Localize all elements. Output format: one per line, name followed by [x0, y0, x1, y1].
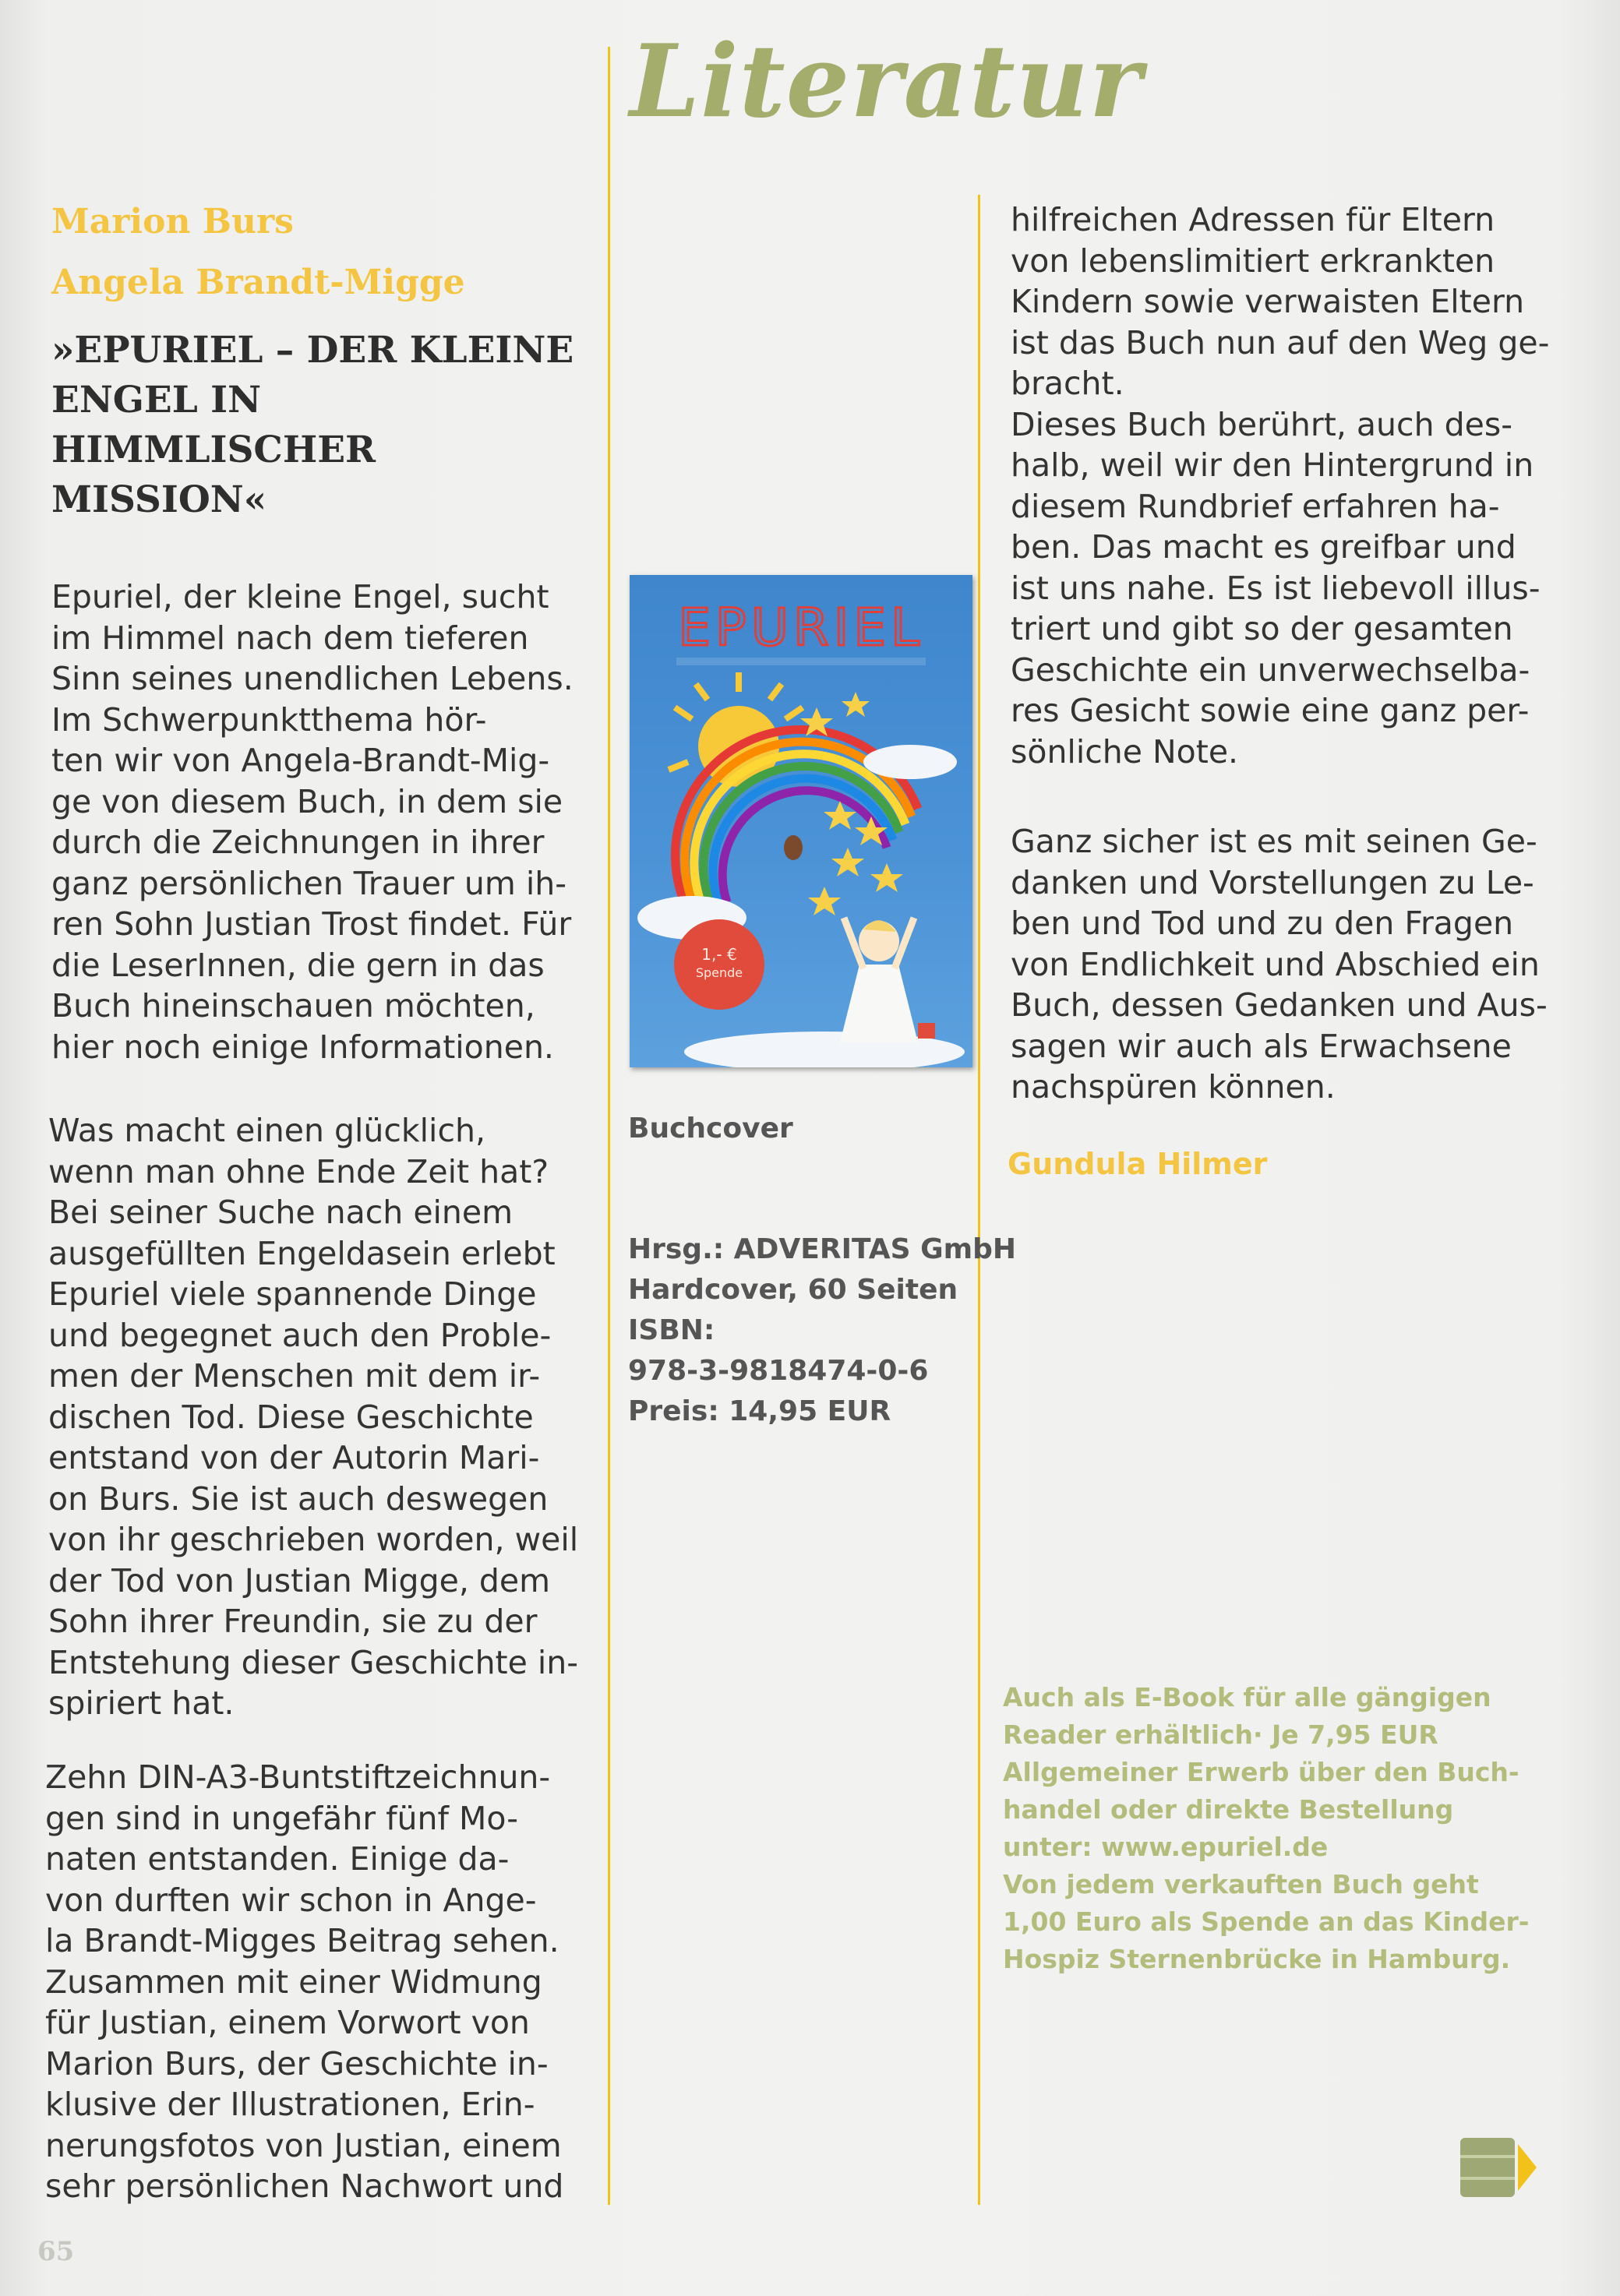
- order-note: Allgemeiner Erwerb über den Buch- handel oder direkte Bestellung unter: www.epuriel.de: [1003, 1757, 1519, 1862]
- section-title: Literatur: [630, 23, 1143, 140]
- author-name: Angela Brandt-Migge: [51, 263, 465, 302]
- isbn-label: ISBN:: [628, 1314, 715, 1346]
- column-divider-right: [978, 195, 980, 2205]
- body-paragraph: Ganz sicher ist es mit seinen Ge- danken und Vorstellungen zu Le- ben und Tod und zu den Fragen von Endlichkeit und Abschied ein Buch, dessen Gedanken und Aus- sagen wir auch als Erwachsene nachspüren können.: [1011, 823, 1548, 1106]
- publisher-line: Hrsg.: ADVERITAS GmbH: [628, 1233, 1017, 1265]
- purchase-notes: [1003, 1679, 1564, 1978]
- page-number: 65: [37, 2236, 75, 2267]
- svg-text:1,- €: 1,- €: [701, 945, 737, 964]
- isbn-number: 978-3-9818474-0-6: [628, 1355, 929, 1387]
- cover-caption: Buchcover: [628, 1113, 793, 1144]
- donation-note: Von jedem verkauften Buch geht 1,00 Euro als Spende an das Kinder- Hospiz Sternenbrücke in Hamburg.: [1003, 1869, 1530, 1974]
- svg-text:Spende: Spende: [695, 965, 743, 980]
- body-paragraph: Was macht einen glücklich, wenn man ohne Ende Zeit hat? Bei seiner Suche nach einem ausgefüllten Engeldasein erlebt Epuriel viele spannende Dinge und begegnet auch den Proble- men der Menschen mit dem ir- dischen Tod. Diese Geschichte entstand von der Autorin Mari- on Burs. Sie ist auch deswegen von ihr geschrieben worden, weil der Tod von Justian Migge, dem Sohn ihrer Freundin, sie zu der Entstehung dieser Geschichte in- spiriert hat.: [48, 1112, 579, 1722]
- body-paragraph: Zehn DIN-A3-Buntstiftzeichnun- gen sind in ungefähr fünf Mo- naten entstanden. Einige da- von durften wir schon in Ange- la Brandt-Migges Beitrag sehen. Zusammen mit einer Widmung für Justian, einem Vorwort von Marion Burs, der Geschichte in- klusive der Illustrationen, Erin- nerungsfotos von Justian, einem sehr persönlichen Nachwort und: [45, 1758, 564, 2205]
- body-paragraph: Epuriel, der kleine Engel, sucht im Himmel nach dem tieferen Sinn seines unendlichen Lebens. Im Schwerpunktthema hör- ten wir von Angela-Brandt-Mig- ge von diesem Buch, in dem sie durch die Zeichnungen in ihrer ganz persönlichen Trauer um ih- ren Sohn Justian Trost findet. Für die LeserInnen, die gern in das Buch hineinschauen möchten, hier noch einige Informationen.: [51, 578, 574, 1066]
- book-details: [628, 1229, 1017, 1432]
- article-headline: »EPURIEL – DER KLEINE ENGEL IN HIMMLISCHER MISSION«: [51, 329, 574, 521]
- format-line: Hardcover, 60 Seiten: [628, 1274, 958, 1306]
- price-line: Preis: 14,95 EUR: [628, 1395, 891, 1427]
- cover-title: EPURIEL: [678, 598, 924, 658]
- ebook-note: Auch als E-Book für alle gängigen Reader erhältlich· Je 7,95 EUR: [1003, 1682, 1491, 1750]
- continue-arrow-icon: [1456, 2133, 1540, 2202]
- article-signature: Gundula Hilmer: [1008, 1147, 1268, 1181]
- body-paragraph: hilfreichen Adressen für Eltern von lebenslimitiert erkrankten Kindern sowie verwaisten Eltern ist das Buch nun auf den Weg ge- bracht. Dieses Buch berührt, auch des- halb, weil wir den Hintergrund in diesem Rundbrief erfahren ha- ben. Das macht es greifbar und ist uns nahe. Es ist liebevoll illus- triert und gibt so der gesamten Geschichte ein unverwechselba- res Gesicht sowie eine ganz per- sönliche Note.: [1011, 201, 1550, 771]
- author-list: [51, 192, 465, 313]
- author-name: Marion Burs: [51, 202, 294, 242]
- book-cover-image: [630, 575, 972, 1067]
